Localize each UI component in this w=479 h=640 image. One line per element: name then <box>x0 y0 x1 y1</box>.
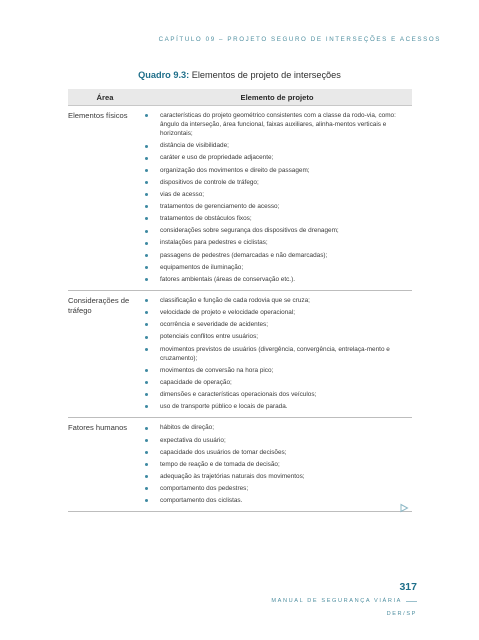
header-area: Área <box>96 92 114 102</box>
list-item <box>142 251 412 260</box>
bullet-icon <box>145 381 148 384</box>
list-item-text: capacidade dos usuários de tomar decisões; <box>160 448 287 456</box>
list-item <box>142 345 412 363</box>
element-list <box>142 111 412 287</box>
bullet-icon <box>145 405 148 408</box>
bullet-icon <box>145 463 148 466</box>
list-item-text: distância de visibilidade; <box>160 142 229 150</box>
bullet-icon <box>145 369 148 372</box>
list-item-text: hábitos de direção; <box>160 424 215 432</box>
bullet-icon <box>145 254 148 257</box>
footer-divider <box>406 601 417 602</box>
list-item-text: instalações para pedestres e ciclistas; <box>160 239 268 247</box>
page-number: 317 <box>399 581 417 593</box>
bullet-icon <box>145 348 148 351</box>
list-item-text: ocorrência e severidade de acidentes; <box>160 321 268 329</box>
table-caption <box>0 70 479 80</box>
list-item-text: tratamentos de obstáculos fixos; <box>160 215 252 223</box>
list-item <box>142 296 412 305</box>
list-item-text: uso de transporte público e locais de parada. <box>160 403 288 411</box>
bullet-icon <box>145 427 148 430</box>
bullet-icon <box>145 230 148 233</box>
list-item <box>142 332 412 341</box>
bullet-icon <box>145 193 148 196</box>
list-item-text: adequação às trajetórias naturais dos movimentos; <box>160 472 305 480</box>
list-item-text: caráter e uso de propriedade adjacente; <box>160 154 274 162</box>
element-list <box>142 296 412 414</box>
list-item <box>142 436 412 445</box>
list-item <box>142 111 412 138</box>
list-item-text: velocidade de projeto e velocidade operacional; <box>160 309 296 317</box>
list-item-text: potenciais conflitos entre usuários; <box>160 333 259 341</box>
bullet-icon <box>145 393 148 396</box>
area-cell: Considerações de tráfego <box>68 296 130 316</box>
list-item <box>142 484 412 493</box>
list-item <box>142 320 412 329</box>
list-item-text: características do projeto geométrico consistentes com a classe da rodo-via, como: ângulo da interseção, área funcional, faixas auxiliares, alinha-mentos verticais e horizontais; <box>160 112 396 138</box>
list-item <box>142 153 412 162</box>
footer-org: DER/SP <box>386 611 417 617</box>
footer-title: MANUAL DE SEGURANÇA VIÁRIA <box>271 598 402 604</box>
list-item <box>142 448 412 457</box>
list-item-text: tempo de reação e de tomada de decisão; <box>160 460 280 468</box>
list-item <box>142 496 412 505</box>
list-item <box>142 202 412 211</box>
list-item-text: classificação e função de cada rodovia que se cruza; <box>160 297 310 305</box>
bullet-icon <box>145 145 148 148</box>
bullet-icon <box>145 169 148 172</box>
bullet-icon <box>145 323 148 326</box>
list-item <box>142 390 412 399</box>
bullet-icon <box>145 217 148 220</box>
bullet-icon <box>145 114 148 117</box>
list-item <box>142 190 412 199</box>
bullet-icon <box>145 242 148 245</box>
list-item-text: tratamentos de gerenciamento de acesso; <box>160 203 280 211</box>
list-item <box>142 402 412 411</box>
area-cell: Elementos físicos <box>68 111 128 120</box>
list-item <box>142 238 412 247</box>
bullet-icon <box>145 487 148 490</box>
list-item-text: expectativa do usuário; <box>160 436 226 444</box>
bullet-icon <box>145 439 148 442</box>
triangle-arrow-right-icon <box>399 503 409 513</box>
list-item <box>142 366 412 375</box>
list-item-text: organização dos movimentos e direito de passagem; <box>160 166 310 174</box>
list-item-text: capacidade de operação; <box>160 378 232 386</box>
bullet-icon <box>145 311 148 314</box>
list-item <box>142 308 412 317</box>
list-item <box>142 460 412 469</box>
bullet-icon <box>145 181 148 184</box>
bullet-icon <box>145 299 148 302</box>
bullet-icon <box>145 266 148 269</box>
list-item <box>142 472 412 481</box>
table-header-row <box>68 89 412 106</box>
table-body <box>68 106 412 512</box>
header-element: Elemento de projeto <box>240 92 314 102</box>
bullet-icon <box>145 499 148 502</box>
design-elements-table <box>68 89 412 512</box>
list-item-text: dispositivos de controle de tráfego; <box>160 178 259 186</box>
list-item-text: equipamentos de iluminação; <box>160 263 244 271</box>
list-item-text: passagens de pedestres (demarcadas e não demarcadas); <box>160 251 328 259</box>
bullet-icon <box>145 451 148 454</box>
list-item-text: comportamento dos pedestres; <box>160 485 249 493</box>
table-row <box>68 418 412 512</box>
caption-label: Quadro 9.3: <box>138 70 190 80</box>
list-item-text: dimensões e características operacionais dos veículos; <box>160 391 317 399</box>
list-item-text: considerações sobre segurança dos dispositivos de drenagem; <box>160 227 339 235</box>
list-item <box>142 275 412 284</box>
list-item <box>142 423 412 432</box>
list-item <box>142 378 412 387</box>
list-item-text: fatores ambientais (áreas de conservação etc.). <box>160 275 295 283</box>
bullet-icon <box>145 205 148 208</box>
list-item <box>142 263 412 272</box>
caption-title: Elementos de projeto de interseções <box>191 70 341 80</box>
list-item-text: vias de acesso; <box>160 190 205 198</box>
list-item-text: movimentos de conversão na hora pico; <box>160 366 274 374</box>
running-header: CAPÍTULO 09 – PROJETO SEGURO DE INTERSEÇÕES E ACESSOS <box>158 36 441 43</box>
area-cell: Fatores humanos <box>68 423 128 433</box>
list-item <box>142 214 412 223</box>
list-item-text: comportamento dos ciclistas. <box>160 497 243 505</box>
table-row <box>68 106 412 291</box>
list-item <box>142 226 412 235</box>
list-item-text: movimentos previstos de usuários (divergência, convergência, entrelaça-mento e cruzamento); <box>160 345 390 362</box>
element-list <box>142 423 412 508</box>
list-item <box>142 178 412 187</box>
bullet-icon <box>145 475 148 478</box>
list-item <box>142 166 412 175</box>
bullet-icon <box>145 157 148 160</box>
list-item <box>142 141 412 150</box>
table-row <box>68 291 412 418</box>
bullet-icon <box>145 336 148 339</box>
bullet-icon <box>145 278 148 281</box>
